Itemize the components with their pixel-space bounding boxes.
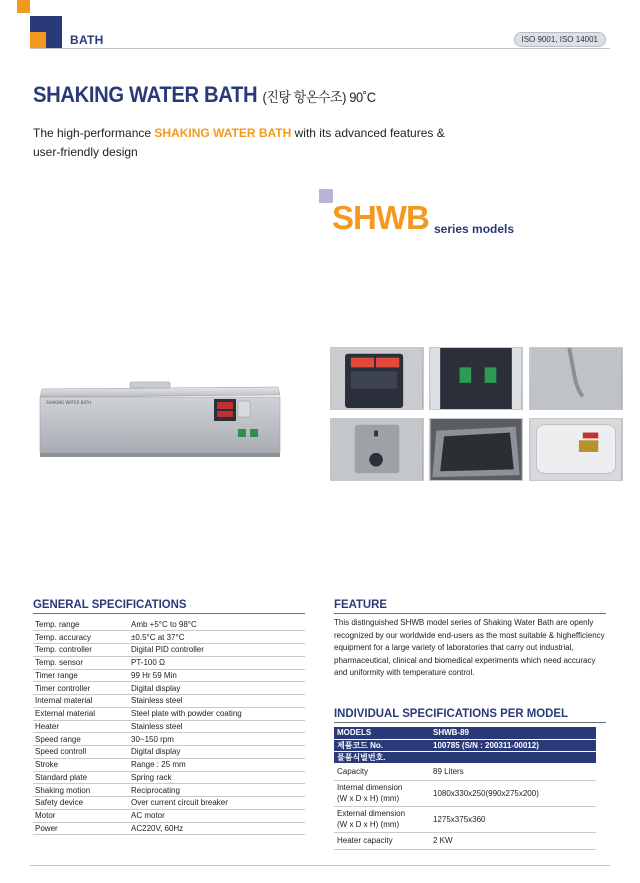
internal-dimension-label-line2: (W x D x H) (mm)	[337, 794, 400, 803]
code-value: 100785 (S/N : 200311-00012)	[430, 739, 596, 751]
spec-value: PT-100 Ω	[129, 656, 305, 669]
certification-badge: ISO 9001, ISO 14001	[514, 32, 607, 47]
spec-value: 30~150 rpm	[129, 733, 305, 746]
individual-specs-divider	[334, 722, 606, 723]
intro-prefix: The high-performance	[33, 126, 155, 140]
spec-label: Power	[33, 822, 129, 835]
series-square	[319, 189, 333, 203]
spec-value: Steel plate with powder coating	[129, 707, 305, 720]
table-row	[33, 771, 305, 784]
spec-label: Heater	[33, 720, 129, 733]
table-row	[33, 784, 305, 797]
table-row	[334, 763, 596, 780]
table-row	[33, 758, 305, 771]
ident-value	[430, 751, 596, 763]
spec-value: Amb +5°C to 98°C	[129, 618, 305, 631]
model-value: SHWB-89	[430, 727, 596, 739]
spec-label: Motor	[33, 809, 129, 822]
internal-dimension-label-line1: Internal dimension	[337, 783, 403, 792]
table-row	[33, 631, 305, 644]
logo-square-navy	[30, 16, 46, 32]
spec-label: Timer controller	[33, 682, 129, 695]
spec-label: Timer range	[33, 669, 129, 682]
series-name: SHWB	[332, 199, 429, 236]
intro-suffix: with its advanced features & user-friendly design	[33, 126, 445, 159]
general-specs-table	[33, 618, 305, 835]
table-row	[334, 780, 596, 806]
table-row	[33, 797, 305, 810]
table-row	[334, 832, 596, 849]
code-label: 제품코드 No.	[334, 739, 430, 751]
product-image	[38, 379, 282, 459]
spec-value: Digital PID controller	[129, 644, 305, 657]
table-row	[33, 733, 305, 746]
title-sub: (진탕 항온수조) 90˚C	[262, 89, 376, 105]
header-divider	[30, 48, 610, 49]
page-title	[33, 82, 376, 108]
spec-value: AC220V, 60Hz	[129, 822, 305, 835]
heater-capacity-label: Heater capacity	[334, 832, 430, 849]
individual-specs-table	[334, 727, 596, 850]
external-dimension-value: 1275x375x360	[430, 806, 596, 832]
spec-value: Stainless steel	[129, 695, 305, 708]
spec-value: Digital display	[129, 746, 305, 759]
spec-value: 99 Hr 59 Min	[129, 669, 305, 682]
table-row	[334, 806, 596, 832]
general-specs-heading: GENERAL SPECIFICATIONS	[33, 597, 187, 611]
internal-dimension-label	[334, 780, 430, 806]
spec-label: Safety device	[33, 797, 129, 810]
logo-square-navy	[46, 32, 62, 48]
footer-divider	[30, 865, 610, 866]
table-row	[334, 751, 596, 763]
feature-heading: FEATURE	[334, 597, 387, 611]
spec-value: Reciprocating	[129, 784, 305, 797]
internal-dimension-value: 1080x330x250(990x275x200)	[430, 780, 596, 806]
intro-highlight: SHAKING WATER BATH	[154, 126, 292, 140]
table-row	[334, 727, 596, 739]
feature-divider	[334, 613, 606, 614]
thumbnail-drain-valve	[529, 418, 623, 481]
table-row	[334, 739, 596, 751]
thumbnail-drain-port	[330, 418, 424, 481]
logo-square-orange	[30, 32, 46, 48]
external-dimension-label-line1: External dimension	[337, 809, 406, 818]
product-panel-text: SHAKING WATER BATH	[46, 400, 92, 405]
spec-label: Speed controll	[33, 746, 129, 759]
capacity-label: Capacity	[334, 763, 430, 780]
spec-label: Temp. range	[33, 618, 129, 631]
spec-label: Temp. controller	[33, 644, 129, 657]
table-row	[33, 682, 305, 695]
logo-square-navy	[46, 16, 62, 32]
individual-specs-heading: INDIVIDUAL SPECIFICATIONS PER MODEL	[334, 706, 568, 720]
spec-value: ±0.5°C at 37°C	[129, 631, 305, 644]
spec-label: Shaking motion	[33, 784, 129, 797]
thumbnail-controller	[330, 347, 424, 410]
spec-value: Stainless steel	[129, 720, 305, 733]
models-label: MODELS	[334, 727, 430, 739]
table-row	[33, 746, 305, 759]
table-row	[33, 644, 305, 657]
spec-label: Stroke	[33, 758, 129, 771]
ident-label: 물품식별번호.	[334, 751, 430, 763]
table-row	[33, 720, 305, 733]
table-row	[33, 695, 305, 708]
spec-value: Range : 25 mm	[129, 758, 305, 771]
spec-value: Spring rack	[129, 771, 305, 784]
spec-value: Over current circuit breaker	[129, 797, 305, 810]
title-main: SHAKING WATER BATH	[33, 82, 258, 107]
feature-text: This distinguished SHWB model series of Shaking Water Bath are openly recognized by our worldwide end-users as the most suitable & highefficiency equipment for a large variety of laboratories that carry out industrial, pharmaceutical, clinical and biomedical experiments which need accuracy and uniformity with temperature control.	[334, 618, 605, 677]
external-dimension-label-line2: (W x D x H) (mm)	[337, 820, 400, 829]
spec-value: AC motor	[129, 809, 305, 822]
capacity-value: 89 Liters	[430, 763, 596, 780]
intro-text	[33, 124, 473, 162]
table-row	[33, 618, 305, 631]
external-dimension-label	[334, 806, 430, 832]
table-row	[33, 656, 305, 669]
section-tag: BATH	[70, 33, 104, 47]
spec-label: Internal material	[33, 695, 129, 708]
heater-capacity-value: 2 KW	[430, 832, 596, 849]
table-row	[33, 669, 305, 682]
table-row	[33, 809, 305, 822]
thumbnail-tank-interior	[529, 347, 623, 410]
spec-label: Temp. sensor	[33, 656, 129, 669]
general-specs-divider	[33, 613, 305, 614]
table-row	[33, 822, 305, 835]
spec-label: External material	[33, 707, 129, 720]
spec-label: Temp. accuracy	[33, 631, 129, 644]
spec-label: Standard plate	[33, 771, 129, 784]
logo-square-orange	[17, 0, 30, 13]
spec-label: Speed range	[33, 733, 129, 746]
spec-value: Digital display	[129, 682, 305, 695]
thumbnail-switches	[429, 347, 523, 410]
series-suffix: series models	[434, 222, 515, 236]
thumbnail-spring-rack	[429, 418, 523, 481]
table-row	[33, 707, 305, 720]
